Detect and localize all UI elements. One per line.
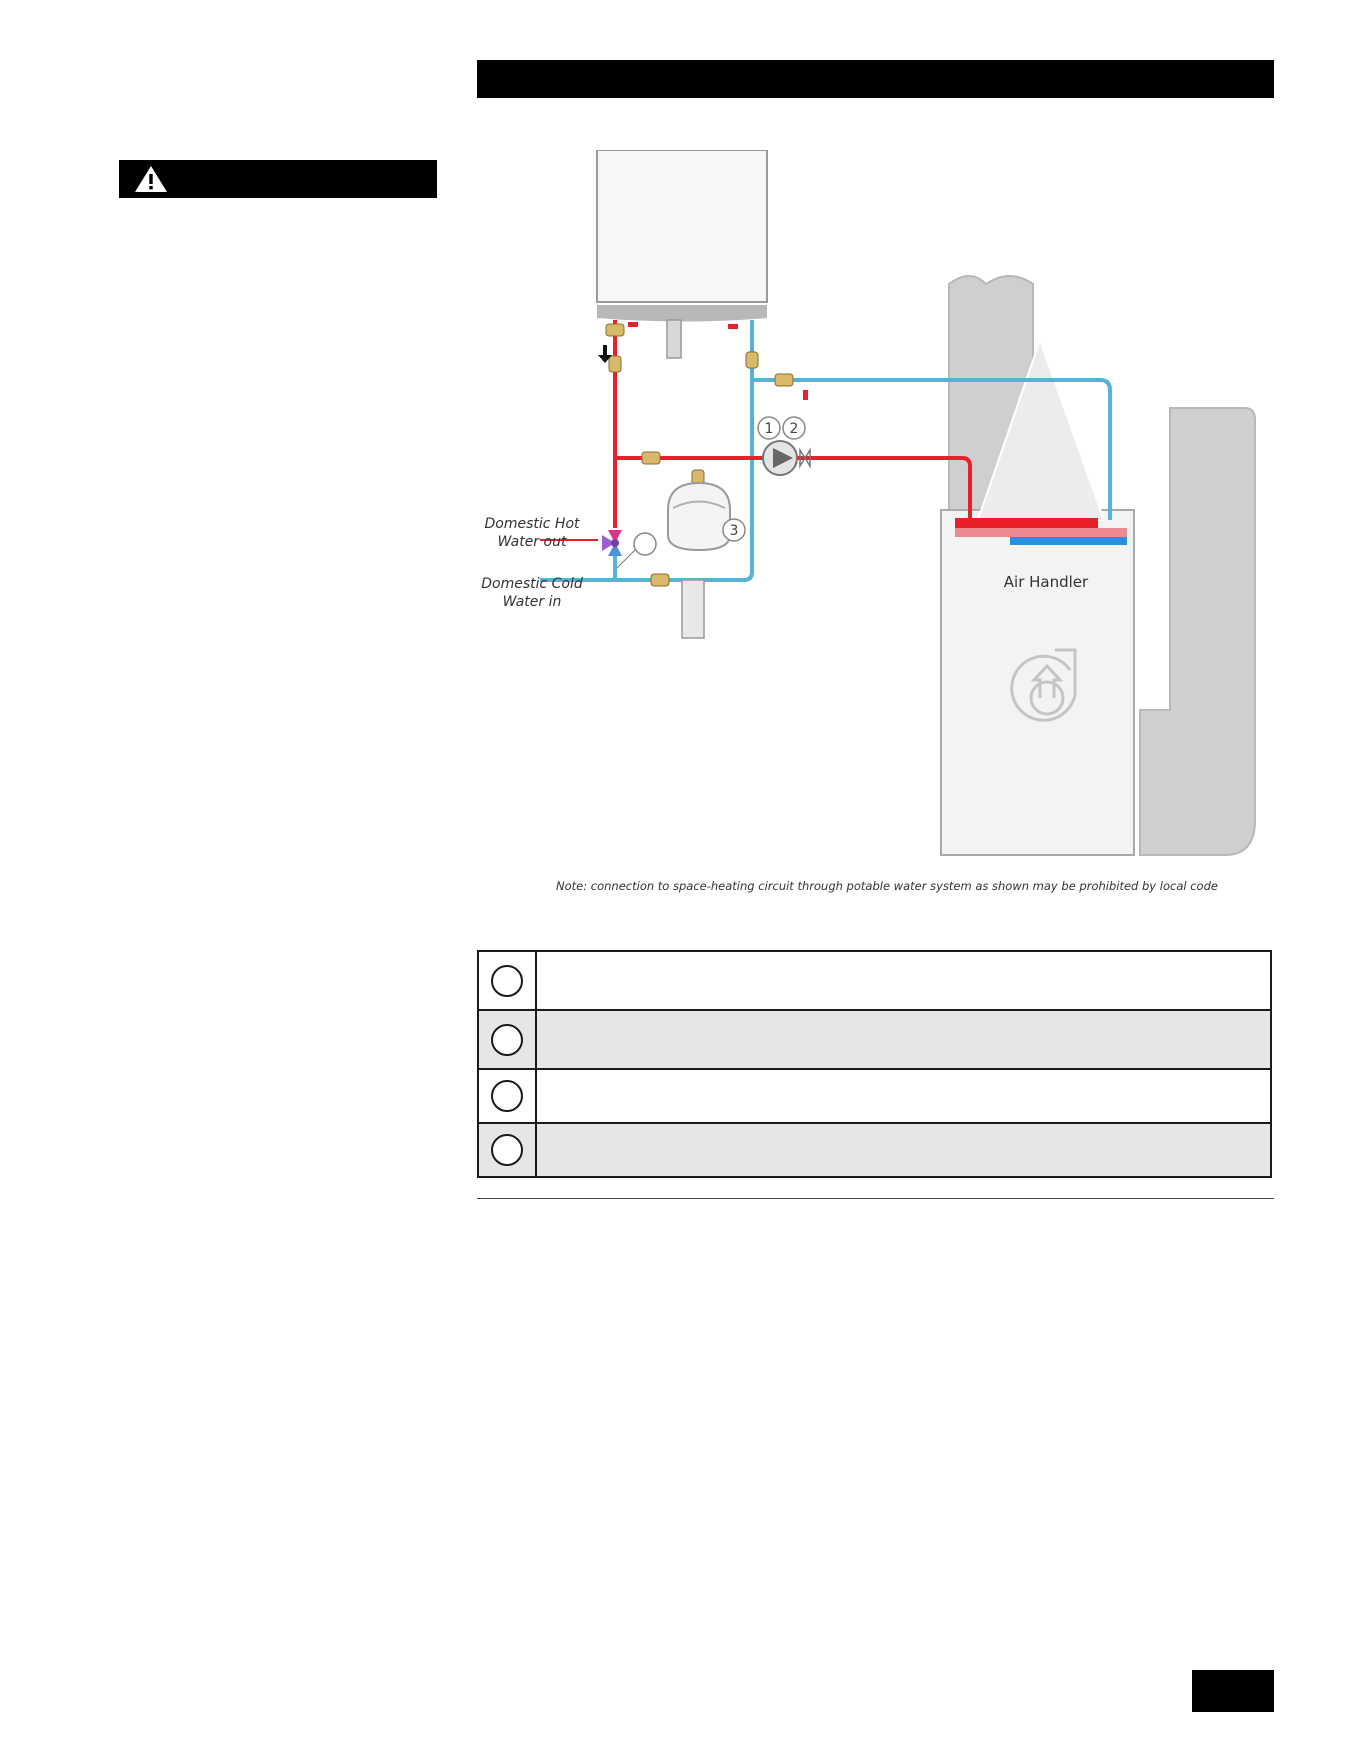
section-header-bar: [477, 60, 1274, 98]
warning-banner: [119, 160, 437, 198]
legend-number-cell: [479, 1011, 537, 1068]
legend-callout-circle: [491, 965, 523, 997]
legend-table: [477, 950, 1272, 1178]
heater-flue: [667, 320, 681, 358]
legend-callout-circle: [491, 1134, 523, 1166]
dhw-out-label-line2: Water out: [497, 534, 567, 550]
ball-valve: [746, 352, 758, 368]
legend-row: [479, 1070, 1270, 1124]
callout-circle: [634, 533, 656, 555]
valve-handle: [803, 390, 808, 400]
water-heater-body: [597, 150, 767, 302]
mixing-valve: [602, 530, 622, 556]
callout-label: 2: [789, 421, 799, 437]
ball-valve: [609, 356, 621, 372]
return-duct: [1140, 408, 1255, 855]
hot-coil-bar: [955, 518, 1098, 528]
cold-coil-bar: [1010, 537, 1127, 545]
legend-number-cell: [479, 1070, 537, 1122]
ball-valve: [606, 324, 624, 336]
legend-callout-circle: [491, 1024, 523, 1056]
air-handler-label: Air Handler: [1003, 573, 1089, 591]
legend-row: [479, 952, 1270, 1011]
dcw-in-label-line2: Water in: [502, 594, 562, 610]
legend-description: [537, 1070, 1270, 1122]
coil-transition-bar: [955, 528, 1127, 537]
ball-valve: [775, 374, 793, 386]
legend-description: [537, 1124, 1270, 1176]
valve-handle: [628, 322, 638, 327]
warning-icon: [133, 164, 169, 194]
legend-description: [537, 1011, 1270, 1068]
ball-valve: [642, 452, 660, 464]
section-divider: [477, 1198, 1274, 1199]
diagram-note: Note: connection to space-heating circuit through potable water system as shown may be prohibited by local code: [556, 879, 1218, 893]
legend-callout-circle: [491, 1080, 523, 1112]
page-number-tab: [1192, 1670, 1274, 1712]
valve-handle: [728, 324, 738, 329]
legend-number-cell: [479, 952, 537, 1009]
expansion-tank: [668, 483, 730, 550]
valve-handles: [628, 322, 808, 400]
ball-valve: [651, 574, 669, 586]
piping-diagram-svg: [470, 150, 1270, 910]
legend-row: [479, 1011, 1270, 1070]
air-handler-cabinet: [941, 510, 1134, 855]
legend-description: [537, 952, 1270, 1009]
legend-row: [479, 1124, 1270, 1176]
dhw-out-label-line1: Domestic Hot: [484, 516, 580, 532]
filter-housing: [682, 580, 704, 638]
callout-label: 1: [764, 421, 774, 437]
piping-diagram: [470, 150, 1270, 910]
legend-number-cell: [479, 1124, 537, 1176]
dcw-in-label-line1: Domestic Cold: [481, 576, 583, 592]
callout-label: 3: [729, 523, 739, 539]
water-heater-base: [597, 305, 767, 322]
